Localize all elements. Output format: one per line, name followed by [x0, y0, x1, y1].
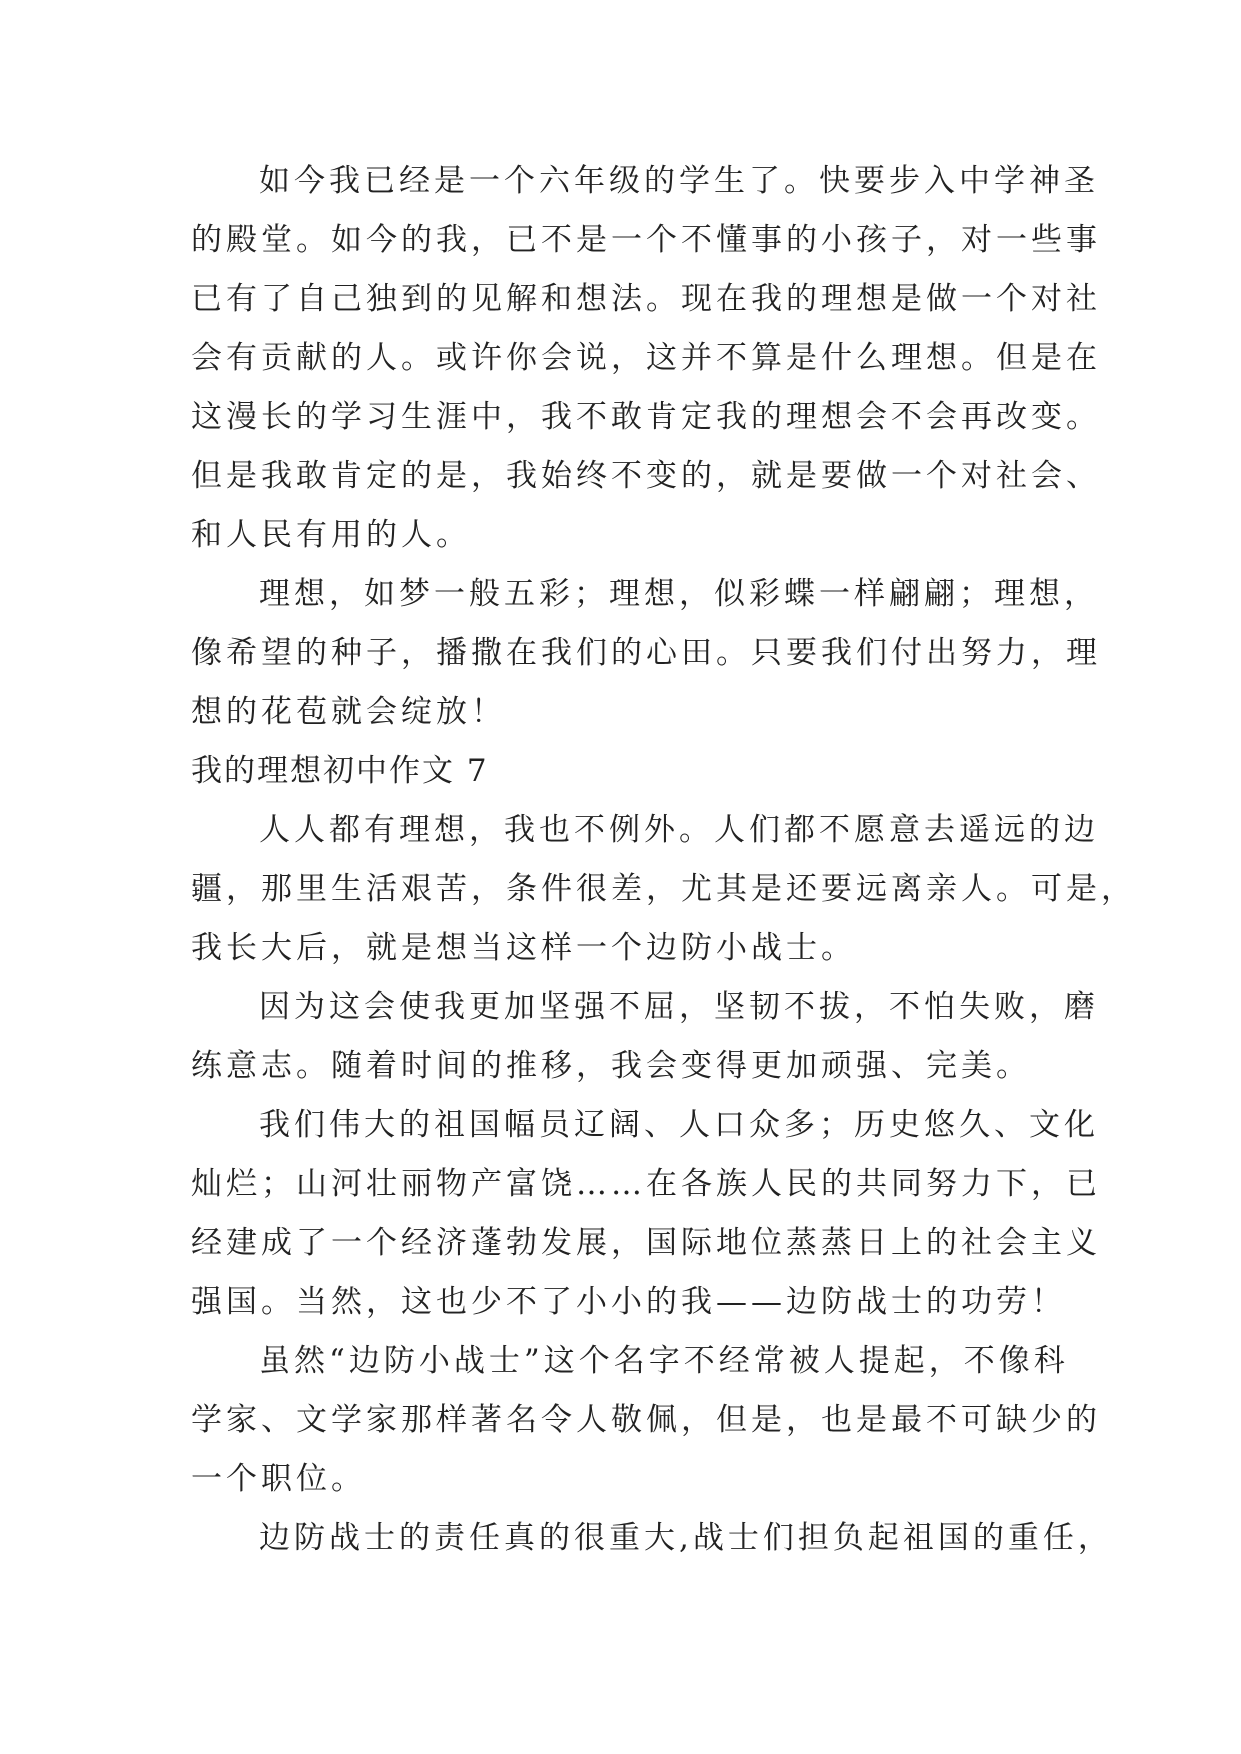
paragraph-line: 理想，如梦一般五彩；理想，似彩蝶一样翩翩；理想， — [259, 576, 1099, 612]
paragraph-line: 一个职位。 — [191, 1461, 366, 1497]
paragraph-line: 我长大后，就是想当这样一个边防小战士。 — [191, 930, 856, 966]
paragraph-line: 人人都有理想，我也不例外。人们都不愿意去遥远的边 — [259, 812, 1099, 848]
paragraph-line: 想的花苞就会绽放！ — [191, 694, 506, 730]
paragraph-line: 灿烂；山河壮丽物产富饶……在各族人民的共同努力下，已 — [191, 1166, 1101, 1202]
paragraph-line: 疆，那里生活艰苦，条件很差，尤其是还要远离亲人。可是， — [191, 871, 1136, 907]
document-body — [191, 152, 1136, 1568]
paragraph-line: 的殿堂。如今的我，已不是一个不懂事的小孩子，对一些事 — [191, 222, 1101, 258]
paragraph-line: 强国。当然，这也少不了小小的我——边防战士的功劳！ — [191, 1284, 1066, 1320]
paragraph-line: 像希望的种子，播撒在我们的心田。只要我们付出努力，理 — [191, 635, 1101, 671]
paragraph-line: 和人民有用的人。 — [191, 517, 471, 553]
paragraph-line: 如今我已经是一个六年级的学生了。快要步入中学神圣 — [259, 163, 1099, 199]
paragraph-line: 已有了自己独到的见解和想法。现在我的理想是做一个对社 — [191, 281, 1101, 317]
paragraph-line: 经建成了一个经济蓬勃发展，国际地位蒸蒸日上的社会主义 — [191, 1225, 1101, 1261]
paragraph-line: 虽然“边防小战士”这个名字不经常被人提起，不像科 — [259, 1343, 1069, 1379]
paragraph-line: 会有贡献的人。或许你会说，这并不算是什么理想。但是在 — [191, 340, 1101, 376]
paragraph-line: 练意志。随着时间的推移，我会变得更加顽强、完美。 — [191, 1048, 1031, 1084]
paragraph-line: 这漫长的学习生涯中，我不敢肯定我的理想会不会再改变。 — [191, 399, 1101, 435]
paragraph-line: 但是我敢肯定的是，我始终不变的，就是要做一个对社会、 — [191, 458, 1101, 494]
section-heading: 我的理想初中作文 7 — [191, 753, 489, 789]
paragraph-line: 因为这会使我更加坚强不屈，坚韧不拔，不怕失败，磨 — [259, 989, 1099, 1025]
paragraph-line: 学家、文学家那样著名令人敬佩，但是，也是最不可缺少的 — [191, 1402, 1101, 1438]
paragraph-line: 边防战士的责任真的很重大,战士们担负起祖国的重任， — [259, 1520, 1113, 1556]
paragraph-line: 我们伟大的祖国幅员辽阔、人口众多；历史悠久、文化 — [259, 1107, 1099, 1143]
